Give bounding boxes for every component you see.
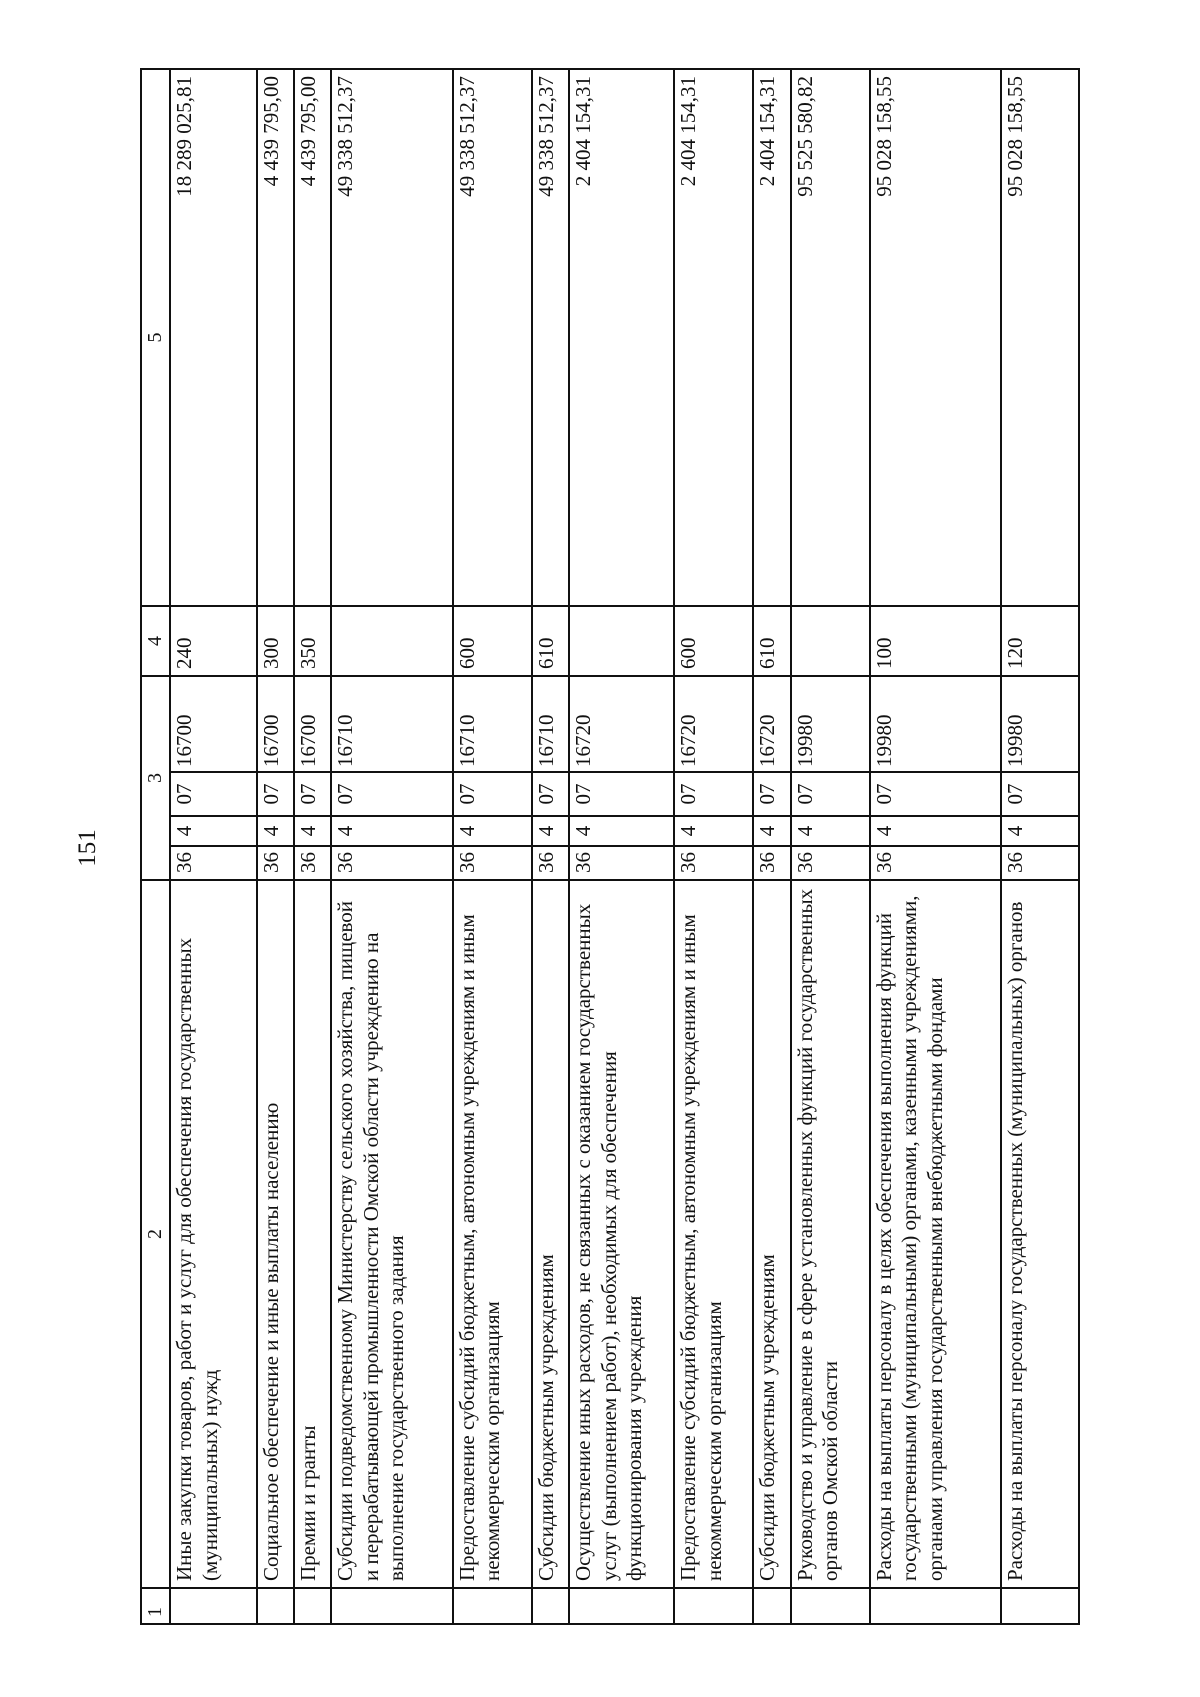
code-section: 07: [870, 772, 1002, 816]
code-section: 07: [753, 772, 790, 816]
row-description: Расходы на выплаты персоналу государственных (муниципальных) органов: [1001, 880, 1079, 1588]
row-number-cell: [791, 1588, 870, 1624]
code-program: 36: [170, 846, 257, 880]
row-description: Расходы на выплаты персоналу в целях обеспечения выполнения функций государственными (муниципальными) органами, казенными учреждениями, органами управления государственными внебюджетными фондами: [870, 880, 1002, 1588]
row-description: Предоставление субсидий бюджетным, автономным учреждениям и иным некоммерческим организациям: [674, 880, 753, 1588]
row-amount: 49 338 512,37: [453, 69, 532, 606]
row-number-cell: [331, 1588, 453, 1624]
code-subprogram: 4: [170, 816, 257, 846]
code-direction: 16710: [453, 676, 532, 772]
row-amount: 95 028 158,55: [870, 69, 1002, 606]
code-direction: 19980: [791, 676, 870, 772]
row-description: Субсидии подведомственному Министерству сельского хозяйства, пищевой и перерабатывающей промышленности Омской области учреждению на выполнение государственного задания: [331, 880, 453, 1588]
code-direction: 16700: [294, 676, 331, 772]
row-expense-group: 120: [1001, 606, 1079, 676]
code-subprogram: 4: [674, 816, 753, 846]
code-section: 07: [453, 772, 532, 816]
table-row: [569, 69, 674, 1624]
rotated-table-container: [140, 70, 1080, 1625]
row-amount: 2 404 154,31: [569, 69, 674, 606]
row-number-cell: [453, 1588, 532, 1624]
code-subprogram: 4: [453, 816, 532, 846]
row-amount: 95 525 580,82: [791, 69, 870, 606]
row-number-cell: [257, 1588, 294, 1624]
table-header-row: [141, 69, 170, 1624]
code-direction: 16700: [170, 676, 257, 772]
code-program: 36: [257, 846, 294, 880]
code-section: 07: [170, 772, 257, 816]
code-direction: 16720: [569, 676, 674, 772]
row-amount: 49 338 512,37: [331, 69, 453, 606]
code-program: 36: [453, 846, 532, 880]
row-amount: 49 338 512,37: [532, 69, 569, 606]
row-description: Премии и гранты: [294, 880, 331, 1588]
code-program: 36: [569, 846, 674, 880]
code-program: 36: [870, 846, 1002, 880]
row-amount: 4 439 795,00: [257, 69, 294, 606]
row-expense-group: 350: [294, 606, 331, 676]
row-description: Руководство и управление в сфере установленных функций государственных органов Омской области: [791, 880, 870, 1588]
row-description: Субсидии бюджетным учреждениям: [532, 880, 569, 1588]
table-row: [753, 69, 790, 1624]
table-row: [170, 69, 257, 1624]
code-subprogram: 4: [753, 816, 790, 846]
table-row: [1001, 69, 1079, 1624]
row-amount: 95 028 158,55: [1001, 69, 1079, 606]
code-program: 36: [294, 846, 331, 880]
row-number-cell: [870, 1588, 1002, 1624]
row-number-cell: [569, 1588, 674, 1624]
table-row: [791, 69, 870, 1624]
row-expense-group: [569, 606, 674, 676]
header-col-2: 2: [141, 880, 170, 1588]
row-number-cell: [532, 1588, 569, 1624]
page-number: 151: [74, 829, 101, 867]
code-program: 36: [753, 846, 790, 880]
code-program: 36: [674, 846, 753, 880]
row-expense-group: [331, 606, 453, 676]
code-section: 07: [331, 772, 453, 816]
code-program: 36: [1001, 846, 1079, 880]
code-direction: 16710: [331, 676, 453, 772]
header-col-1: 1: [141, 1588, 170, 1624]
budget-table: [140, 68, 1080, 1625]
code-section: 07: [1001, 772, 1079, 816]
row-amount: 2 404 154,31: [674, 69, 753, 606]
row-number-cell: [674, 1588, 753, 1624]
row-expense-group: 600: [674, 606, 753, 676]
header-col-3: 3: [141, 676, 170, 880]
row-number-cell: [753, 1588, 790, 1624]
row-expense-group: 240: [170, 606, 257, 676]
code-section: 07: [257, 772, 294, 816]
row-amount: 2 404 154,31: [753, 69, 790, 606]
code-direction: 16720: [753, 676, 790, 772]
row-expense-group: 600: [453, 606, 532, 676]
code-section: 07: [294, 772, 331, 816]
code-subprogram: 4: [257, 816, 294, 846]
code-subprogram: 4: [1001, 816, 1079, 846]
code-section: 07: [569, 772, 674, 816]
row-number-cell: [170, 1588, 257, 1624]
row-description: Осуществление иных расходов, не связанных с оказанием государственных услуг (выполнением работ), необходимых для обеспечения функционирования учреждения: [569, 880, 674, 1588]
row-expense-group: 100: [870, 606, 1002, 676]
row-amount: 18 289 025,81: [170, 69, 257, 606]
row-description: Предоставление субсидий бюджетным, автономным учреждениям и иным некоммерческим организациям: [453, 880, 532, 1588]
row-number-cell: [1001, 1588, 1079, 1624]
table-row: [453, 69, 532, 1624]
row-expense-group: 610: [753, 606, 790, 676]
code-program: 36: [532, 846, 569, 880]
code-subprogram: 4: [532, 816, 569, 846]
code-direction: 16720: [674, 676, 753, 772]
code-section: 07: [791, 772, 870, 816]
table-row: [331, 69, 453, 1624]
code-subprogram: 4: [569, 816, 674, 846]
row-description: Социальное обеспечение и иные выплаты населению: [257, 880, 294, 1588]
code-subprogram: 4: [294, 816, 331, 846]
code-subprogram: 4: [870, 816, 1002, 846]
code-direction: 19980: [1001, 676, 1079, 772]
row-expense-group: [791, 606, 870, 676]
row-number-cell: [294, 1588, 331, 1624]
table-row: [294, 69, 331, 1624]
table-row: [532, 69, 569, 1624]
table-row: [674, 69, 753, 1624]
row-expense-group: 610: [532, 606, 569, 676]
code-subprogram: 4: [791, 816, 870, 846]
code-section: 07: [674, 772, 753, 816]
row-description: Субсидии бюджетным учреждениям: [753, 880, 790, 1588]
header-col-4: 4: [141, 606, 170, 676]
code-subprogram: 4: [331, 816, 453, 846]
row-amount: 4 439 795,00: [294, 69, 331, 606]
row-expense-group: 300: [257, 606, 294, 676]
header-col-5: 5: [141, 69, 170, 606]
code-direction: 16700: [257, 676, 294, 772]
code-direction: 19980: [870, 676, 1002, 772]
code-program: 36: [791, 846, 870, 880]
table-row: [870, 69, 1002, 1624]
code-program: 36: [331, 846, 453, 880]
table-row: [257, 69, 294, 1624]
row-description: Иные закупки товаров, работ и услуг для обеспечения государственных (муниципальных) нужд: [170, 880, 257, 1588]
code-direction: 16710: [532, 676, 569, 772]
code-section: 07: [532, 772, 569, 816]
